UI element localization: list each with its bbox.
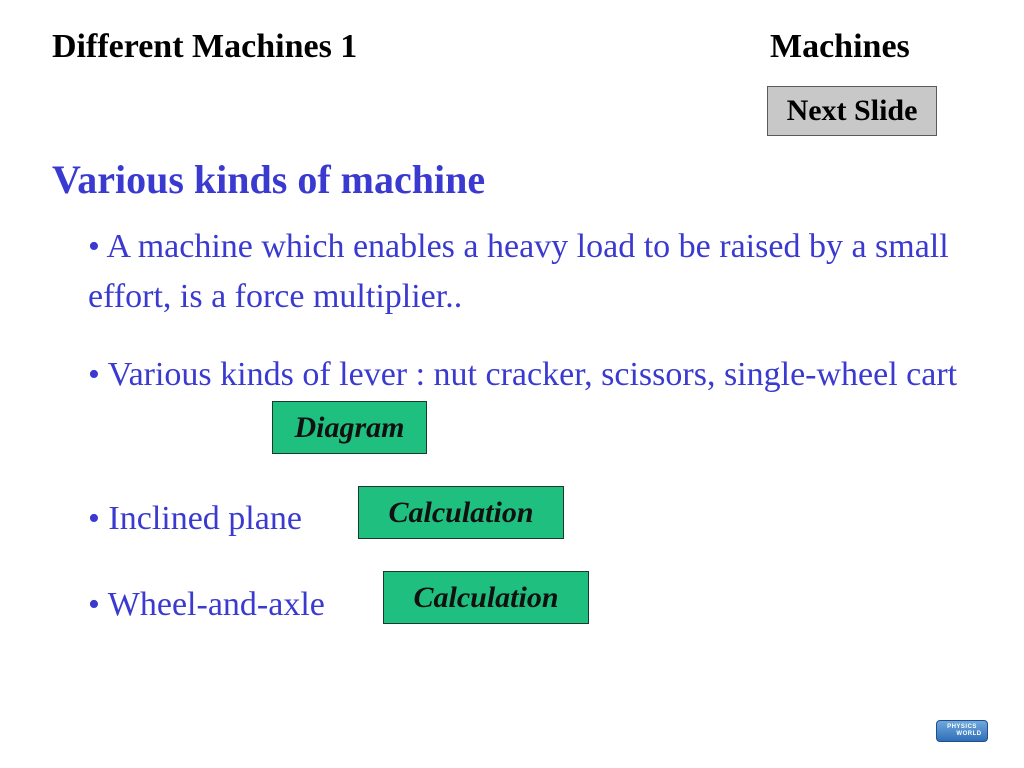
wheel-and-axle-calculation-button[interactable]: Calculation [383,571,589,624]
logo-line-2: WORLD [956,731,982,737]
bullet-wheel-and-axle: • Wheel-and-axle [88,586,325,623]
inclined-plane-calculation-button[interactable]: Calculation [358,486,564,539]
next-slide-button[interactable]: Next Slide [767,86,937,136]
diagram-button[interactable]: Diagram [272,401,427,454]
logo-line-1: PHYSICS [947,724,977,730]
topic-title: Machines [770,28,910,65]
section-title: Different Machines 1 [52,28,358,65]
physics-world-logo [936,720,988,742]
bullet-inclined-plane: • Inclined plane [88,500,302,537]
bullet-force-multiplier: • A machine which enables a heavy load to be raised by a small effort, is a force multiplier.. [88,228,949,315]
page-title: Various kinds of machine [52,157,486,202]
bullet-lever: • Various kinds of lever : nut cracker, scissors, single-wheel cart [88,356,958,393]
